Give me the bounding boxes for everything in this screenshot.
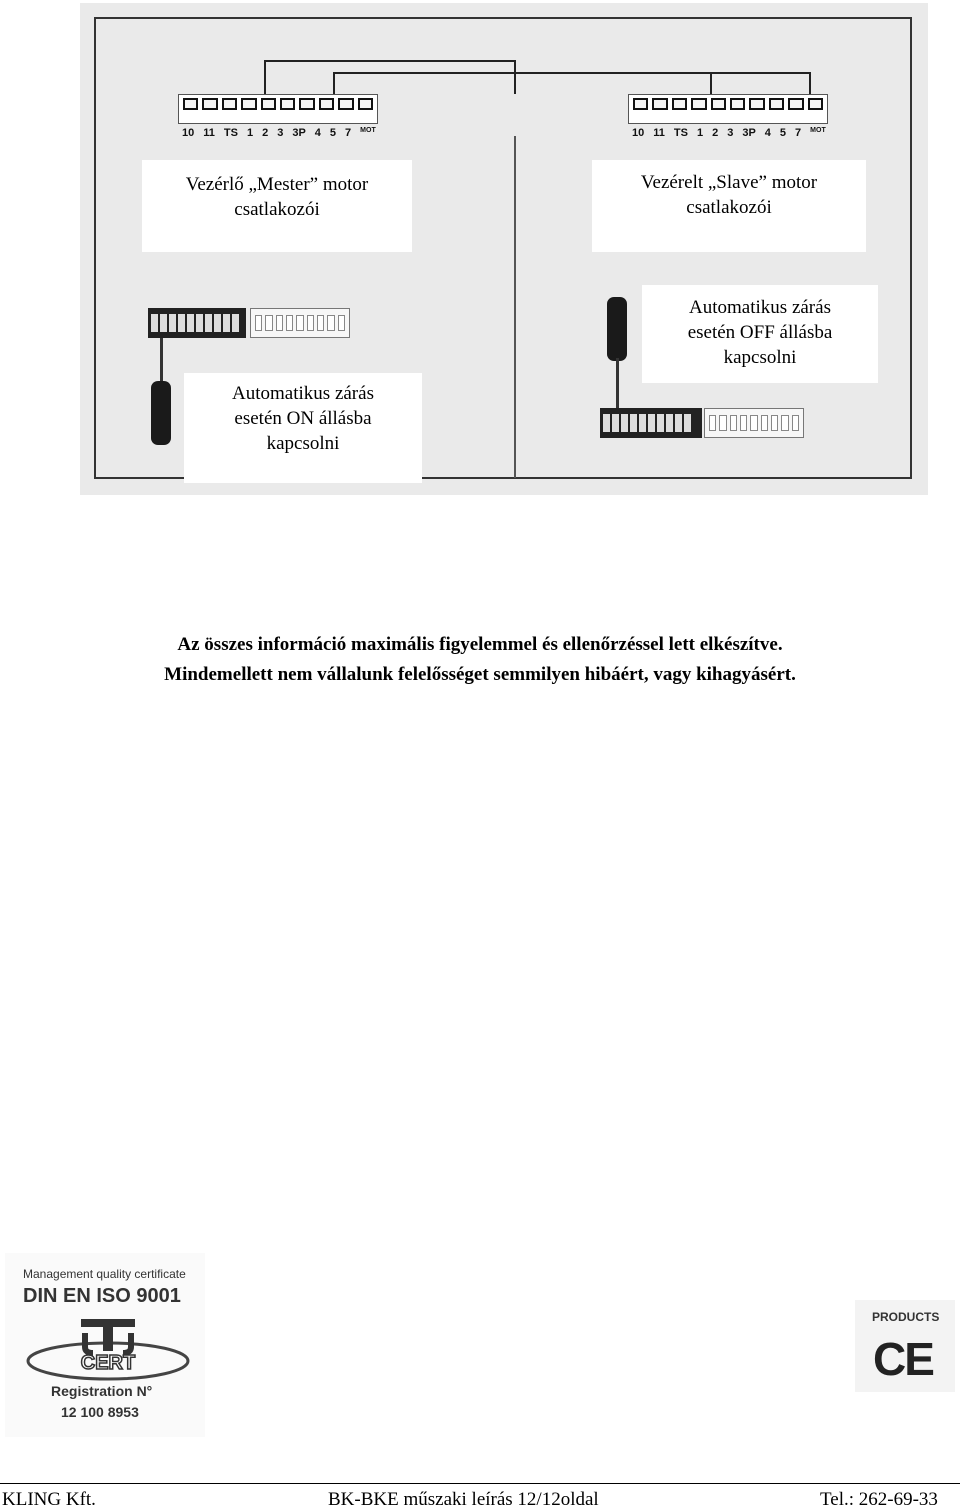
dip-lever (296, 315, 303, 331)
footer-phone: Tel.: 262-69-33 (820, 1489, 938, 1510)
terminal-pin (183, 98, 198, 110)
terminal-label: 2 (262, 127, 269, 139)
dip-lever (338, 315, 345, 331)
terminal-label: TS (223, 127, 238, 139)
slave-terminal-labels (632, 127, 826, 139)
terminal-label: 4 (314, 127, 321, 139)
wire-top-2 (333, 72, 809, 74)
dip-lever (317, 315, 324, 331)
terminal-label: 3 (727, 127, 734, 139)
label-line: esetén ON állásba (234, 408, 372, 429)
wire-drop-3 (514, 60, 516, 94)
dip-lever (286, 315, 293, 331)
terminal-pin (241, 98, 256, 110)
terminal-pin (769, 98, 784, 110)
dip-lever (639, 414, 646, 432)
terminal-label: 10 (182, 127, 195, 139)
dip-lever (223, 314, 230, 332)
footer-doc-title: BK-BKE műszaki leírás 12/12oldal (328, 1489, 599, 1510)
terminal-pin (788, 98, 803, 110)
terminal-label: TS (673, 127, 688, 139)
terminal-label: MOT (360, 127, 376, 134)
terminal-pin (711, 98, 726, 110)
label-line: csatlakozói (686, 197, 772, 218)
dip-lever (169, 314, 176, 332)
terminal-pin (749, 98, 764, 110)
terminal-label: 7 (345, 127, 352, 139)
tuv-cert-logo-icon (23, 1313, 193, 1383)
terminal-pin (808, 98, 823, 110)
dip-lever (265, 315, 272, 331)
screwdriver-icon (151, 381, 171, 445)
dip-lever (771, 415, 778, 431)
dip-lever (709, 415, 716, 431)
master-dip-switch-2 (250, 308, 350, 338)
terminal-pin (358, 98, 373, 110)
dip-lever (151, 314, 158, 332)
wire-drop-1 (264, 60, 266, 94)
dip-lever (205, 314, 212, 332)
dip-lever (630, 414, 637, 432)
auto-close-off-label (642, 285, 878, 383)
dip-lever (214, 314, 221, 332)
terminal-label: 2 (712, 127, 719, 139)
registration-number: 12 100 8953 (61, 1404, 139, 1420)
master-dip-switch (148, 308, 246, 338)
certificate-standard: DIN EN ISO 9001 (23, 1285, 181, 1307)
dip-lever (255, 315, 262, 331)
master-terminal-block (178, 94, 378, 124)
dip-lever (781, 415, 788, 431)
terminal-label: 1 (696, 127, 704, 139)
dip-lever (187, 314, 194, 332)
dip-lever (178, 314, 185, 332)
terminal-pin (672, 98, 687, 110)
terminal-pin (261, 98, 276, 110)
wire-rise-5 (710, 72, 712, 94)
terminal-label: MOT (810, 127, 826, 134)
terminal-label: 3P (292, 127, 306, 139)
wiring-figure (80, 3, 928, 495)
dip-lever (792, 415, 799, 431)
dip-lever (719, 415, 726, 431)
terminal-label: 5 (329, 127, 337, 139)
wire-drop-4 (809, 72, 811, 94)
terminal-pin (691, 98, 706, 110)
label-line: kapcsolni (723, 347, 797, 368)
terminal-label: 11 (653, 127, 665, 139)
registration-label: Registration N° (51, 1383, 153, 1399)
terminal-label: 3P (742, 127, 756, 139)
slave-dip-switch (600, 408, 702, 438)
dip-lever (657, 414, 664, 432)
dip-lever (648, 414, 655, 432)
screwdriver-shaft (616, 358, 619, 410)
terminal-label: 11 (203, 127, 215, 139)
ce-mark-icon: CE (873, 1333, 933, 1385)
svg-text:CERT: CERT (80, 1352, 136, 1374)
products-label: PRODUCTS (872, 1310, 940, 1324)
footer-company: KLING Kft. (2, 1489, 96, 1510)
dip-lever (276, 315, 283, 331)
terminal-pin (730, 98, 745, 110)
terminal-pin (222, 98, 237, 110)
label-line: Automatikus zárás (232, 383, 374, 404)
label-line: esetén OFF állásba (687, 322, 833, 343)
terminal-pin (652, 98, 667, 110)
master-connectors-label (142, 160, 412, 252)
terminal-pin (280, 98, 295, 110)
terminal-label: 4 (764, 127, 771, 139)
label-line: Vezérlő „Mester” motor (185, 174, 369, 195)
wire-top (264, 60, 514, 62)
master-terminal-labels (182, 127, 376, 139)
dip-lever (761, 415, 768, 431)
dip-lever (621, 414, 628, 432)
slave-terminal-block (628, 94, 828, 124)
footer-rule (0, 1483, 960, 1484)
dip-lever (750, 415, 757, 431)
dip-lever (730, 415, 737, 431)
disclaimer-line-2: Mindemellett nem vállalunk felelősséget semmilyen hibáért, vagy kihagyásért. (164, 664, 796, 685)
terminal-label: 1 (246, 127, 254, 139)
disclaimer-line-1: Az összes információ maximális figyelemmel és ellenőrzéssel lett elkészítve. (177, 634, 783, 655)
label-line: Automatikus zárás (689, 297, 831, 318)
terminal-label: 3 (277, 127, 284, 139)
terminal-label: 10 (632, 127, 645, 139)
dip-lever (232, 314, 239, 332)
dip-lever (307, 315, 314, 331)
dip-lever (666, 414, 673, 432)
dip-lever (196, 314, 203, 332)
slave-connectors-label (592, 160, 866, 252)
label-line: csatlakozói (234, 199, 320, 220)
dip-lever (675, 414, 682, 432)
page-footer (0, 1483, 960, 1509)
label-line: Vezérelt „Slave” motor (640, 172, 818, 193)
terminal-pin (202, 98, 217, 110)
ce-products-badge (855, 1300, 955, 1392)
terminal-pin (633, 98, 648, 110)
iso-certificate-badge (5, 1253, 205, 1437)
label-line: kapcsolni (266, 433, 340, 454)
dip-lever (684, 414, 691, 432)
wire-drop-2 (333, 72, 335, 94)
screwdriver-icon (607, 297, 627, 361)
terminal-pin (299, 98, 314, 110)
terminal-pin (319, 98, 334, 110)
dip-lever (612, 414, 619, 432)
center-divider (514, 136, 516, 478)
dip-lever (740, 415, 747, 431)
dip-lever (327, 315, 334, 331)
terminal-pin (338, 98, 353, 110)
auto-close-on-label (184, 373, 422, 483)
certificate-title: Management quality certificate (23, 1267, 186, 1281)
terminal-label: 5 (779, 127, 787, 139)
terminal-label: 7 (795, 127, 802, 139)
dip-lever (160, 314, 167, 332)
dip-lever (603, 414, 610, 432)
slave-dip-switch-2 (704, 408, 804, 438)
